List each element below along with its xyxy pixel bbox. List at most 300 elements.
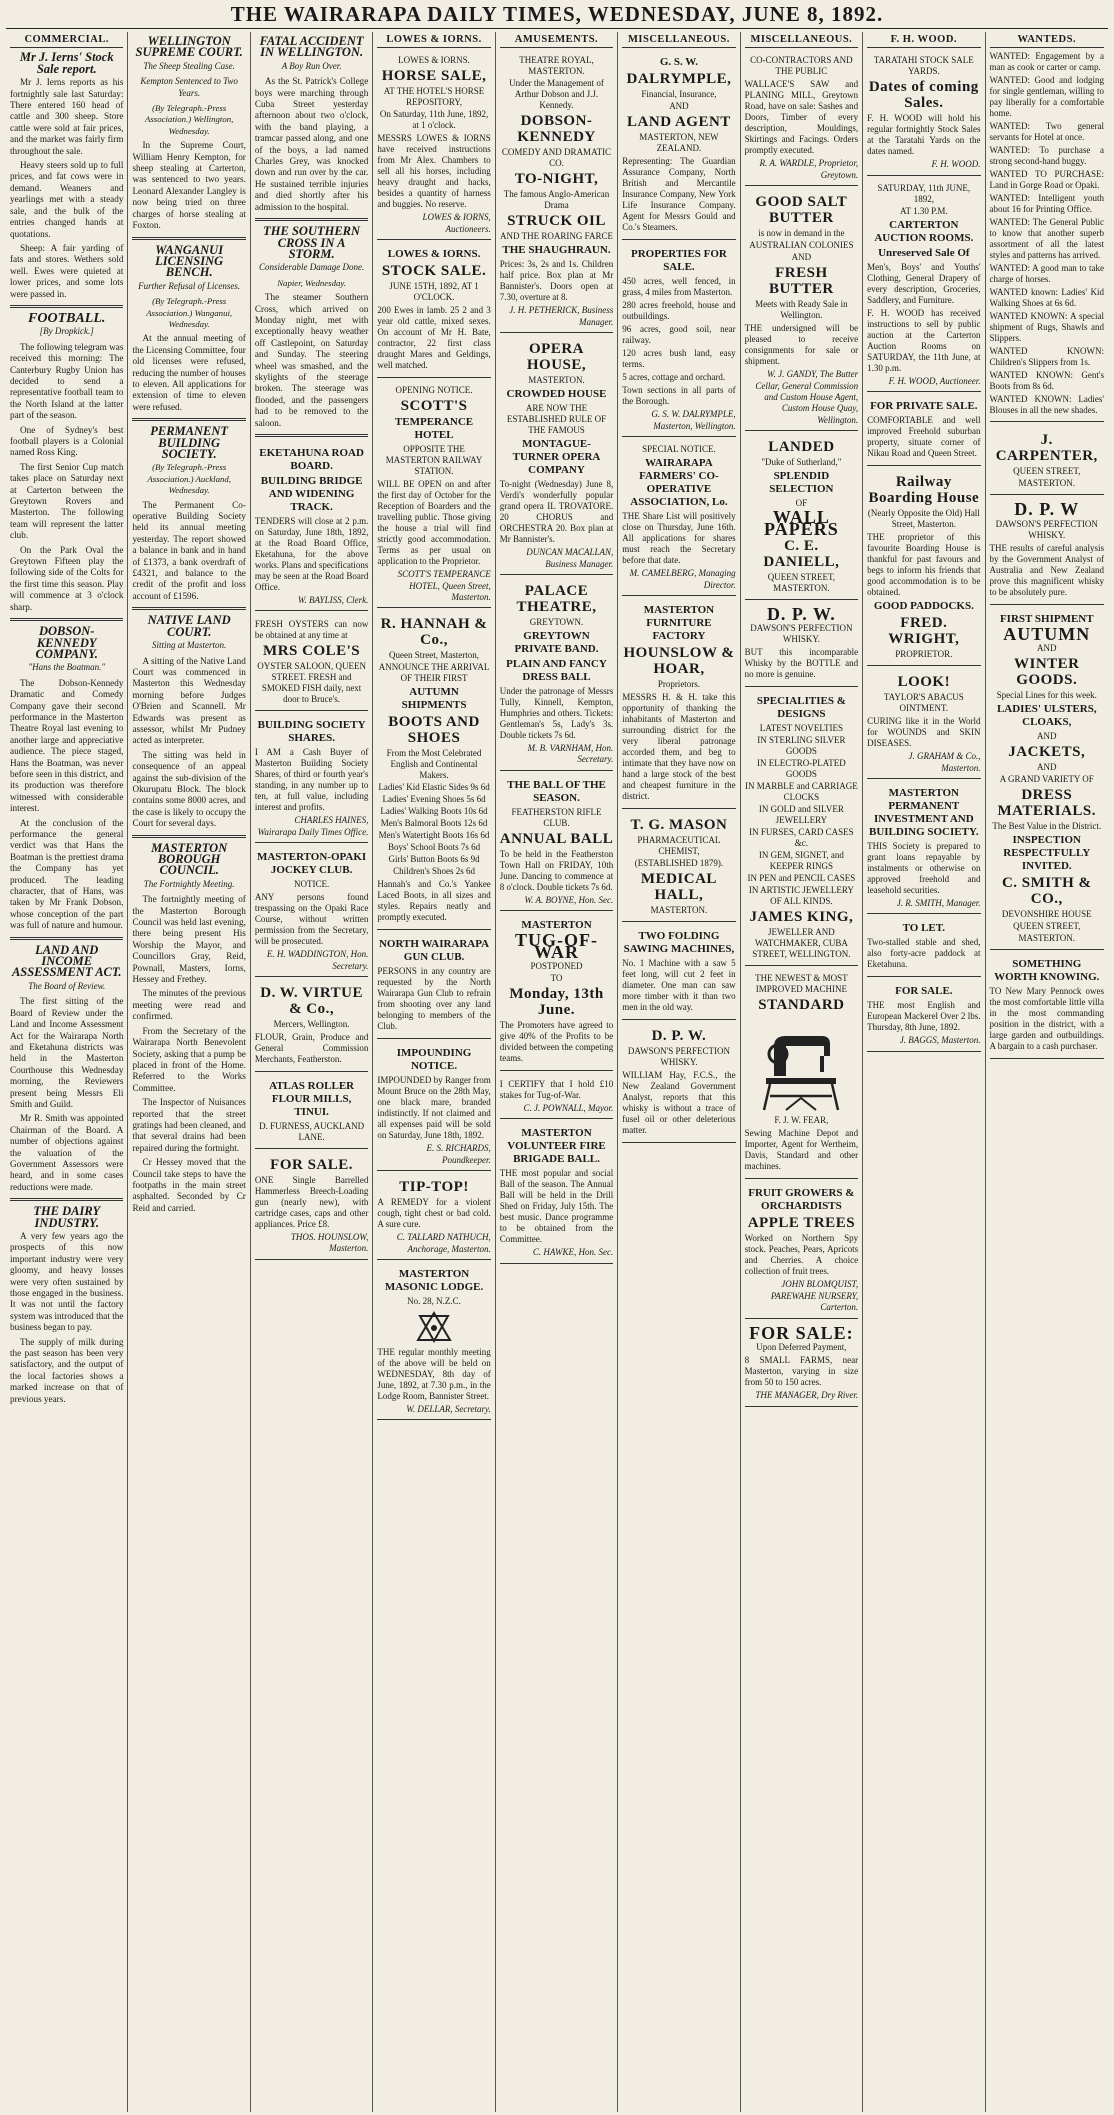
jewellery-line: IN ARTISTIC JEWELLERY OF ALL KINDS. [748, 885, 854, 907]
ad-heading: BUILDING BRIDGE AND WIDENING TRACK. [260, 475, 363, 513]
ad-stock-yards [867, 51, 980, 175]
wanted-item: WANTED known: Ladies' Kid Walking Shoes at 6s 6d. [989, 287, 1104, 309]
ad-signature: W. A. BOYNE, Hon. Sec. [524, 894, 614, 905]
ad-heading: D. P. W [1014, 499, 1080, 520]
column-3 [251, 32, 373, 2112]
ad-line: Special Lines for this week. [996, 690, 1097, 701]
column-5 [496, 32, 618, 2112]
wanted-item: WANTED KNOWN: Gent's Boots from 8s 6d. [989, 370, 1104, 392]
wanted-item: WANTED KNOWN: Ladies' Blouses in all the new shades. [989, 394, 1104, 416]
ad-heading: G. S. W. [659, 56, 699, 69]
ad-signature: LOWES & IORNS, Auctioneers. [422, 212, 491, 234]
ad-line: SATURDAY, 11th JUNE, 1892, [877, 182, 971, 204]
ad-line: DAWSON'S PERFECTION WHISKY. [750, 623, 853, 645]
ad-line: POSTPONED [530, 961, 583, 972]
ad-heading: LOOK! [897, 674, 951, 691]
ad-heading: MASTERTON [521, 919, 592, 932]
ad-line: OF [795, 498, 808, 509]
ad-line: TAYLOR'S ABACUS OINTMENT. [883, 692, 964, 714]
ad-heading: MRS COLE'S [263, 643, 361, 660]
ad-heading: NORTH WAIRARAPA GUN CLUB. [378, 938, 490, 964]
ad-heading: WINTER GOODS. [1014, 656, 1080, 689]
ad-line: Meets with Ready Sale in Wellington. [755, 299, 848, 321]
dateline: (By Telegraph.-Press Association.) Wanganui, Wednesday. [146, 296, 233, 329]
ad-body: THE Share List will positively close on Thursday, June 16th. All applications for shares must reach the Secretary before that date. [622, 511, 736, 566]
ad-heading: AUTUMN SHIPMENTS [401, 686, 467, 712]
ad-line: PHARMACEUTICAL CHEMIST, [637, 835, 721, 857]
ad-road-board [255, 442, 368, 611]
ad-line: MASTERTON. [650, 905, 708, 916]
column-7 [741, 32, 863, 2112]
ad-body: THE regular monthly meeting of the above will be held on WEDNESDAY, 8th day of June, 1892, at 7.30 p.m., in the Lodge Room, Bannister Street. [377, 1347, 491, 1402]
ad-heading: MASTERTON MASONIC LODGE. [384, 1268, 484, 1294]
ad-body: Under the patronage of Messrs Tully, Kinnell, Kempton, Humphries and others. Tickets: Gentleman's 5s, Lady's 3s. Double tickets 7s 6d. [499, 686, 614, 741]
ad-line: JEWELLER AND WATCHMAKER, CUBA STREET, WELLINGTON. [752, 927, 851, 960]
section-head: WANTEDS. [990, 32, 1104, 48]
article-title: THE SOUTHERN CROSS IN A STORM. [263, 224, 361, 261]
article-subtitle: Sitting at Masterton. [152, 640, 227, 651]
ad-heading: ANNUAL BALL [499, 830, 614, 847]
divider [10, 1198, 123, 1201]
ad-body: TO New Mary Pennock owes the most comfortable little villa in the most commanding position in the district, with a large garden and outbuildings. A bargain to a cash purchaser. [989, 986, 1104, 1052]
ad-line: NOTICE. [293, 879, 330, 890]
ad-body: 200 Ewes in lamb. 25 2 and 3 year old cattle, mixed sexes. On account of Mr H. Bate, contractor, 22 first class draught Mares and Geldings, well matched. [377, 305, 491, 371]
ad-line: No. 28, N.Z.C. [407, 1296, 461, 1307]
ad-ointment [867, 669, 980, 779]
ad-line: TO [550, 973, 563, 984]
section-head: LOWES & IORNS. [377, 32, 490, 48]
article-title: WANGANUI LICENSING BENCH. [155, 242, 224, 280]
ad-heading: LOWES & IORNS. [387, 248, 481, 261]
ad-heading: OPERA HOUSE, [526, 341, 587, 374]
article-para: Mr J. Ierns reports as his fortnightly sale last Saturday: There entered 160 head of cattle and 300 sheep. Store cattle were sold at fair prices, and the market was fairly firm throughout the sale. [10, 77, 124, 156]
price-list-item: Girls' Button Boots 6s 9d [388, 854, 480, 865]
ad-worth-knowing [990, 953, 1104, 1059]
ad-oysters [255, 614, 368, 711]
wanted-item: WANTED: A good man to take charge of horses. [989, 263, 1104, 285]
ad-body: Prices: 3s, 2s and 1s. Children half price. Box plan at Mr Bannister's. Doors open at 7.30, overture at 8. [499, 259, 614, 303]
ad-line: Financial, Insurance, [641, 89, 717, 100]
ad-signature: J. H. PETHERICK, Business Manager. [509, 305, 614, 327]
ad-heading: IMPOUNDING NOTICE. [396, 1047, 472, 1073]
divider [132, 835, 245, 838]
ad-line: THEATRE ROYAL, MASTERTON. [519, 55, 594, 77]
ad-line: DAWSON'S PERFECTION WHISKY. [627, 1046, 731, 1068]
price-list-item: Ladies' Walking Boots 10s 6d [380, 806, 488, 817]
ad-heading: PALACE THEATRE, [516, 583, 597, 616]
ad-heading: D. P. W. [651, 1028, 707, 1045]
ad-body: WILLIAM Hay, F.C.S., the New Zealand Government Analyst, reports that this whisky is without a trace of fusel oil or other deleterious matter. [622, 1070, 736, 1136]
ad-line: The famous Anglo-American Drama [503, 189, 610, 211]
ad-line: OPENING NOTICE. [395, 385, 473, 396]
ad-mackerel [867, 980, 980, 1051]
article-subtitle: "Hans the Boatman." [28, 662, 106, 673]
section-head: MISCELLANEOUS. [622, 32, 735, 48]
ad-heading: THE BALL OF THE SEASON. [507, 778, 606, 804]
ad-line: From the Most Celebrated English and Continental Makers. [386, 748, 482, 781]
wanted-item: WANTED: Engagement by a man as cook or carter or camp. [989, 51, 1104, 73]
ad-heading: C. SMITH & CO., [1001, 875, 1092, 908]
article-para: The sitting was held in consequence of an appeal against the sub-division of the Okurupatu Block. The block contains some 8000 acres, and the case is likely to occupy the Court for several days. [132, 749, 246, 829]
ad-furniture-factory [622, 599, 735, 809]
ad-impounding [377, 1042, 490, 1171]
ad-signature: E. H. WADDINGTON, Hon. Secretary. [266, 949, 369, 971]
ad-dpw-whisky [622, 1023, 735, 1143]
article-title: MASTERTON BOROUGH COUNCIL. [151, 840, 228, 878]
property-item: 450 acres, well fenced, in grass, 4 miles from Masterton. [622, 276, 736, 298]
ad-line: AND THE ROARING FARCE [500, 231, 613, 242]
ad-line: MASTERTON. [528, 375, 585, 386]
ad-auction-rooms [867, 179, 980, 392]
ad-heading: TUG-OF-WAR [514, 930, 598, 962]
ad-heading: PROPERTIES FOR SALE. [631, 248, 727, 274]
ad-line: QUEEN STREET, [1013, 466, 1081, 477]
ad-line: "Duke of Sutherland," [761, 457, 842, 468]
article-para: As the St. Patrick's College boys were marching through Cuba Street yesterday afternoon about two o'clock, with the band playing, a tramcar passed along, and one of the boys, a lad named Charles Grey, was knocked down and run over by the car. He sustained terrible injuries and died shortly after his admission to the hospital. [254, 76, 369, 212]
ad-tip-top [377, 1174, 490, 1260]
ad-body: THE results of careful analysis by the Government Analyst of Australia and New Zealand prove this magnificent whisky to be absolutely pure. [989, 542, 1104, 597]
section-head: MISCELLANEOUS. [745, 32, 858, 48]
ad-signature: J. BAGGS, Masterton. [899, 1035, 981, 1046]
article-title: WELLINGTON SUPREME COURT. [135, 34, 243, 60]
ad-heading: Railway Boarding House [868, 474, 980, 507]
ad-investment-society [867, 782, 980, 914]
ad-line: FEATHERSTON RIFLE CLUB. [511, 806, 602, 828]
ad-signature: E. S. RICHARDS, Poundkeeper. [426, 1143, 491, 1165]
ad-line: ARE NOW THE ESTABLISHED RULE OF THE FAMOUS [506, 403, 607, 436]
ad-heading: R. HANNAH & Co., [380, 616, 488, 649]
ad-signature: C. J. POWNALL, Mayor. [523, 1103, 614, 1114]
ad-heading: FRESH BUTTER [769, 265, 834, 298]
ad-line: The Best Value in the District. [992, 821, 1102, 832]
ad-sewing-machine [745, 969, 858, 1179]
ad-body: COMFORTABLE and well improved Freehold suburban property, situate corner of Nikau Road and Queen Street. [867, 415, 981, 459]
ad-building-shares [255, 714, 368, 843]
ad-stakes [500, 1074, 613, 1119]
ad-fire-brigade [500, 1122, 613, 1263]
ad-body: THIS Society is prepared to grant loans repayable by instalments or otherwise on approved freehold and leasehold securities. [867, 841, 981, 896]
article-title: Mr J. Ierns' Stock Sale report. [19, 50, 114, 76]
sewing-machine-icon [745, 1016, 858, 1112]
wanted-item: WANTED TO PURCHASE: Land in Gorge Road or Opaki. [989, 169, 1104, 191]
dateline: (By Telegraph.-Press Association.) Auckland, Wednesday. [147, 462, 231, 496]
ad-heading: SOMETHING WORTH KNOWING. [994, 958, 1100, 984]
article-para: Heavy steers sold up to full prices, and fat cows were in demand. Weaners and yearlings met with a steady sale, and the bulk of the entries changed hands at quotations. [10, 160, 124, 239]
ad-dpw-analyst [990, 498, 1104, 604]
article-para: Cr Hessey moved that the Council take steps to have the footpaths in the main street asphalted. Seconded by Cr Reid and carried. [132, 1157, 246, 1213]
article-para: Sheep: A fair yarding of fats and stores. Wethers sold well. Ewes were quieted at lower prices, and some lots were passed in. [10, 242, 124, 299]
ad-body: WILL BE OPEN on and after the first day of October for the Reception of Boarders and the travelling public. Those giving the house a trial will find strictly good accommodation. Terms as per usual on application to the Proprietor. [377, 479, 491, 567]
price-list-item: Ladies' Evening Shoes 5s 6d [382, 794, 486, 805]
ad-heading: SCOTT'S [400, 398, 468, 415]
ad-line: Queen Street, Masterton, [389, 650, 480, 661]
article-para: The Dobson-Kennedy Dramatic and Comedy Company gave their second performance in the Masterton Theatre Royal last evening to another large and appreciative audience. The piece staged, Hans the Boatman, was never before seen in this district, and its production was therefore witnessed with considerable interest. [10, 677, 124, 814]
ad-heading: TWO FOLDING SAWING MACHINES, [623, 930, 735, 956]
ad-palace-theatre [500, 578, 613, 771]
ad-signature: W. BAYLISS, Clerk. [297, 595, 369, 605]
ad-rifle-ball [500, 774, 613, 911]
ad-signature: J. GRAHAM & Co., Masterton. [908, 751, 981, 773]
ad-body: I CERTIFY that I hold £10 stakes for Tug-of-War. [499, 1079, 614, 1101]
ad-jockey-club [255, 846, 368, 977]
ad-line: THE NEWEST & MOST IMPROVED MACHINE [755, 973, 848, 995]
ad-gun-club [377, 933, 490, 1039]
ad-signature: M. CAMELBERG, Managing Director. [629, 568, 736, 590]
ad-hannah [377, 611, 490, 930]
ad-heading: WALL PAPERS [764, 507, 839, 539]
price-list-item: Children's Shoes 2s 6d [393, 866, 475, 877]
ad-signature: SCOTT'S TEMPERANCE HOTEL, Queen Street, Masterton. [397, 569, 491, 603]
jewellery-line: IN FURSES, CARD CASES &c. [749, 827, 854, 849]
ad-wall-papers [745, 434, 858, 600]
ad-heading: STOCK SALE. [381, 263, 487, 280]
divider [255, 218, 368, 221]
ad-body: F. H. WOOD will hold his regular fortnightly Stock Sales at the Taratahi Yards on the dates named. [867, 113, 981, 157]
ad-line: Mercers, Wellington. [273, 1019, 350, 1030]
ad-signature: F. H. WOOD, Auctioneer. [888, 375, 981, 386]
ad-tug-of-war [500, 914, 613, 1071]
ad-line: A GRAND VARIETY OF [999, 774, 1094, 785]
ad-properties [622, 243, 735, 437]
ad-signature: C. HAWKE, Hon. Sec. [532, 1247, 614, 1258]
ad-heading: JACKETS, [1008, 744, 1086, 761]
price-list-item: Men's Balmoral Boots 12s 6d [380, 818, 488, 829]
ad-heading: SPECIALITIES & DESIGNS [756, 695, 846, 721]
ad-heading: MASTERTON PERMANENT INVESTMENT AND BUILDING SOCIETY. [869, 787, 979, 839]
ad-line: GREYTOWN. [529, 617, 584, 628]
ad-heading: Unreserved Sale Of [878, 246, 970, 259]
price-list-item: Boys' School Boots 7s 6d [387, 842, 481, 853]
column-4 [373, 32, 495, 2112]
ad-scotts-hotel [377, 381, 490, 608]
ad-signature: G. S. W. DALRYMPLE, Masterton, Wellington. [651, 409, 736, 431]
ad-boarding-house [867, 469, 980, 666]
ad-heading: DOBSON-KENNEDY [517, 113, 596, 146]
ad-line: D. FURNESS, AUCKLAND LANE. [259, 1121, 365, 1143]
ad-jeweller [745, 690, 858, 966]
ad-private-sale [867, 395, 980, 466]
column-2 [128, 32, 250, 2112]
article-title: THE DAIRY INDUSTRY. [33, 1204, 101, 1230]
ad-saw-mill [745, 51, 858, 186]
ad-salt-butter [745, 189, 858, 431]
price-list-item: Men's Watertight Boots 16s 6d [378, 830, 490, 841]
ad-line: Proprietors. [657, 679, 701, 690]
ad-line: COMEDY AND DRAMATIC CO. [501, 147, 612, 169]
ad-heading: JAMES KING, [749, 909, 854, 926]
ad-body: PERSONS in any country are requested by the North Wairarapa Gun Club to refrain from shooting over any land belonging to members of the Club. [377, 966, 491, 1032]
ad-to-let [867, 917, 980, 977]
ad-line: AND [1037, 731, 1057, 742]
article-para: The Permanent Co-operative Building Society held its annual meeting yesterday. The report showed a balance in bank and in hand of £1373, a bank overdraft of £4321, and balance to the credit of the profit and loss account of £1596. [132, 499, 246, 601]
ad-line: On Saturday, 11th June, 1892, at 1 o'clock. [379, 109, 489, 131]
ad-line: MASTERTON, NEW ZEALAND. [639, 132, 719, 154]
ad-line: AUSTRALIAN COLONIES [749, 240, 854, 251]
ad-line: LOWES & IORNS. [398, 55, 470, 66]
ad-winter-goods [990, 608, 1104, 950]
section-head: COMMERCIAL. [10, 32, 123, 48]
ad-sawing-machines [622, 925, 735, 1020]
article-subtitle: A Boy Run Over. [281, 60, 342, 71]
ad-body: Worked on Northern Spy stock. Peaches, Pears, Apricots and Cherries. A choice collection of fruit trees. [744, 1233, 859, 1277]
jewellery-line: IN PEN and PENCIL CASES [747, 873, 856, 884]
ad-heading: CARTERTON AUCTION ROOMS. [874, 218, 974, 244]
ad-line: Under the Management of Arthur Dobson and J.J. Kennedy. [509, 78, 604, 111]
ad-dalrymple [622, 51, 735, 240]
ad-line: JUNE 15TH, 1892, AT 1 O'CLOCK. [389, 281, 479, 303]
ad-heading: FOR SALE. [270, 1157, 354, 1174]
ad-heading: GOOD SALT BUTTER [755, 194, 848, 227]
article-subtitle: The Board of Review. [28, 980, 106, 991]
column-6 [618, 32, 740, 2112]
ad-signature: M. B. VARNHAM, Hon. Secretary. [527, 743, 614, 765]
ad-line: (ESTABLISHED 1879). [634, 858, 724, 869]
ad-heading: LANDED [768, 439, 835, 456]
divider [255, 434, 368, 437]
ad-heading: D. W. VIRTUE & Co., [260, 985, 363, 1018]
column-9 [986, 32, 1108, 2112]
ad-heading: GOOD PADDOCKS. [873, 600, 974, 613]
ad-line: TARATAHI STOCK SALE YARDS. [873, 55, 974, 77]
wanted-item: WANTED: To purchase a strong second-hand buggy. [989, 145, 1104, 167]
wanted-item: WANTED KNOWN: Children's Slippers from 1s. [989, 346, 1104, 368]
section-head: F. H. WOOD. [867, 32, 980, 48]
ad-body: A REMEDY for a violent cough, tight chest or bad cold. A sure cure. [377, 1197, 491, 1230]
ad-line: DEVONSHIRE HOUSE [1001, 909, 1092, 920]
article-title: NATIVE LAND COURT. [147, 613, 231, 639]
article-subtitle: The Fortnightly Meeting. [143, 878, 235, 889]
property-item: Town sections in all parts of the Borough. [622, 385, 736, 407]
ad-body: CURING like it in the World for WOUNDS and SKIN DISEASES. [867, 716, 981, 749]
ad-line: (Nearly Opposite the Old) Hall Street, Masterton. [867, 508, 980, 530]
ad-line: is now in demand in the [758, 228, 845, 239]
article-para: In the Supreme Court, William Henry Kempton, for sheep stealing at Carterton, was sentenced to two years. Leonard Alexander Langley is now being tried on three charges of horse stealing at Foxton. [132, 140, 246, 231]
ad-body: Sewing Machine Depot and Importer, Agent for Wertheim, Davis, Standard and other machines. [744, 1128, 859, 1172]
ad-signature: W. DELLAR, Secretary. [406, 1404, 491, 1415]
ad-heading: FOR PRIVATE SALE. [870, 400, 978, 413]
ad-body: Representing: The Guardian Assurance Company, North British and Mercantile Insurance Company, New York Life Insurance Company. Agent for Messrs Gould and Co.'s Steamers. [622, 156, 736, 233]
article-para: At the conclusion of the performance the general verdict was that Hans the Boatman is the prettiest drama the Company has yet produced. The leading character, that of Hans, was taken by Mr Frank Dobson, whose conception of the part was full of nature and humour. [10, 817, 124, 931]
ad-heading: APPLE TREES [747, 1215, 856, 1232]
ad-heading: STRUCK OIL [507, 213, 606, 230]
ad-body: WALLACE'S SAW and PLANING MILL, Greytown Road, have on sale: Sashes and Doors, Timber of every description, Mouldings, Skirtings and Facings. Orders promptly executed. [744, 79, 859, 156]
article-para: The steamer Southern Cross, which arrived on Monday night, met with exceptionally heavy weather off Castlepoint, on Saturday and Sunday. The steering wheel was smashed, and the skylights of the steerage broken. The steerage was flooded, and the passengers had to be removed to the saloon. [254, 292, 369, 428]
ad-line: MASTERTON. [1018, 478, 1076, 489]
divider [990, 421, 1104, 422]
ad-signature: DUNCAN MACALLAN, Business Manager. [526, 547, 614, 569]
article-para: A sitting of the Native Land Court was commenced in Masterton this Wednesday morning before Judges O'Brien and Scannell. Mr Edwards was present as assessor, whilst Mr Pudney acted as interpreter. [132, 655, 246, 746]
dateline: Napier, Wednesday. [277, 277, 347, 288]
ad-heading: TEMPERANCE HOTEL [394, 416, 474, 442]
divider [10, 937, 123, 940]
ad-body: TENDERS will close at 2 p.m. on Saturday, June 18th, 1892, at the Road Board Office, Eketahuna, for the above works. Plans and specifications may be seen at the Road Board Office. [254, 516, 369, 592]
ad-heading: BOOTS AND SHOES [388, 714, 480, 747]
article-para: One of Sydney's best football players is a Colonial named Ross King. [10, 424, 124, 458]
wanted-item: WANTED: The General Public to know that another superb assortment of all the latest styles and patterns has arrived. [989, 217, 1104, 261]
ad-heading: Monday, 13th June. [509, 986, 604, 1019]
column-8 [863, 32, 985, 2112]
ad-line: F. J. W. FEAR, [774, 1115, 829, 1126]
columns [6, 32, 1108, 2112]
ad-line: AND [791, 252, 812, 263]
ad-heading: FRED. WRIGHT, [888, 615, 960, 648]
ad-heading: TO LET. [902, 922, 946, 935]
ad-gun-sale [255, 1152, 368, 1260]
ad-body: FLOUR, Grain, Produce and General Commission Merchants, Featherston. [254, 1032, 369, 1065]
ad-body: The Promoters have agreed to give 40% of the Profits to be divided between the competing teams. [499, 1020, 614, 1064]
ad-heading: D. P. W. [766, 604, 836, 625]
article-subtitle: The Sheep Stealing Case. [143, 60, 235, 71]
ad-body: To-night (Wednesday) June 8, Verdi's wonderfully popular grand opera IL TROVATORE. 20 CHORUS and ORCHESTRA 20. Box plan at Mr Bannister's. [499, 479, 614, 545]
ad-line: AT THE HOTEL'S HORSE REPOSITORY, [383, 86, 485, 108]
ad-body: Hannah's and Co.'s Yankee Laced Boots, in all sizes and styles. Repairs neatly and promptly executed. [377, 879, 491, 923]
ad-heading: T. G. MASON [630, 817, 728, 834]
ad-line: QUEEN STREET, [1013, 921, 1081, 932]
ad-line: AND [1037, 643, 1057, 654]
article-para: The following telegram was received this morning: The Canterbury Rugby Union has decided to send a representative football team to the North Island at the latter part of the season. [10, 341, 124, 421]
ad-line: AND [669, 101, 689, 112]
article-para: The supply of milk during the past season has been very satisfactory, and the output of the local factories shows a marked increase on that of previous years. [10, 1336, 124, 1404]
ad-line: Upon Deferred Payment, [756, 1342, 847, 1353]
ad-signature: R. A. WARDLE, Proprietor, Greytown. [759, 158, 859, 180]
ad-line: CO-CONTRACTORS AND THE PUBLIC [750, 55, 853, 77]
divider [132, 607, 245, 610]
ad-fruit-trees [745, 1182, 858, 1318]
property-item: 96 acres, good soil, near railway. [622, 324, 736, 346]
ad-heading: FRUIT GROWERS & ORCHARDISTS [748, 1187, 855, 1213]
ad-body: Men's, Boys' and Youths' Clothing, General Drapery of every description, Groceries, Saddlery, and Furniture. [867, 261, 981, 305]
ad-masonic-lodge [377, 1263, 490, 1420]
ad-heading: DRESS MATERIALS. [997, 787, 1097, 820]
ad-heading: WAIRARAPA FARMERS' CO-OPERATIVE ASSOCIATION, Lo. [630, 457, 728, 509]
ad-heading: INSPECTION RESPECTFULLY INVITED. [1003, 834, 1091, 873]
jewellery-line: LATEST NOVELTIES [759, 723, 843, 734]
ad-heading: Dates of coming Sales. [868, 79, 979, 112]
divider [10, 305, 123, 308]
ad-stock-sale [377, 243, 490, 378]
ad-heading: DALRYMPLE, [626, 71, 732, 88]
ad-opera-house [500, 336, 613, 575]
ad-line: OPPOSITE THE MASTERTON RAILWAY STATION. [385, 444, 483, 477]
article-para: At the annual meeting of the Licensing Committee, four old licenses were refused, reducing the number of houses to eleven. All applications for extension of time to eleven were refused. [132, 333, 246, 412]
wanted-item: WANTED KNOWN: A special shipment of Rugs, Shawls and Slippers. [989, 311, 1104, 344]
ad-heading: MONTAGUE-TURNER OPERA COMPANY [512, 438, 601, 477]
ad-flour-mills [255, 1075, 368, 1149]
ad-line: QUEEN STREET, MASTERTON. [767, 572, 836, 594]
ad-heading: FIRST SHIPMENT [999, 612, 1094, 625]
ad-heading: FOR SALE. [895, 985, 953, 998]
wanted-item: WANTED: Good and lodging for single gentleman, willing to pay liberally for a comfortable home. [989, 75, 1104, 119]
ad-heading: LAND AGENT [627, 114, 731, 131]
ad-heading: MASTERTON-OPAKI JOCKEY CLUB. [256, 851, 367, 877]
ad-heading: FOR SALE: [749, 1322, 854, 1343]
property-item: 280 acres freehold, house and outbuildings. [622, 300, 736, 322]
jewellery-line: IN GOLD and SILVER JEWELLERY [758, 804, 844, 826]
ad-signature: THOS. HOUNSLOW, Masterton. [290, 1232, 369, 1254]
article-title: PERMANENT BUILDING SOCIETY. [150, 424, 229, 461]
ad-body: To be held in the Featherston Town Hall on FRIDAY, 10th June. Dancing to commence at 8 o'clock. Double tickets 7s 6d. [499, 848, 614, 892]
ad-signature: JOHN BLOMQUIST, PAREWAHE NURSERY, Carterton. [770, 1279, 859, 1313]
ad-heading: BUILDING SOCIETY SHARES. [257, 719, 366, 745]
ad-body: FRESH OYSTERS can now be obtained at any time at [254, 619, 369, 641]
ad-body: ANY persons found trespassing on the Opaki Race Course, without written permission from the Secretary, will be prosecuted. [254, 892, 369, 947]
ad-line: PROPRIETOR. [895, 649, 953, 660]
ad-body: I AM a Cash Buyer of Masterton Building Society Shares, of third or fourth year's standing, in any number up to ten, at full value, including interest and profits. [254, 747, 369, 813]
ad-body: THE proprietor of this favourite Boarding House is thankful for past favours and begs to inform his friends that good accommodation is to be obtained. [867, 532, 981, 598]
ad-body: BUT this incomparable Whisky by the BOTTLE and no more is genuine. [744, 647, 859, 680]
ad-small-farms [745, 1322, 858, 1407]
ad-body: THE most popular and social Ball of the season. The Annual Ball will be held in the Drill Shed on Friday, July 15th. The best music. Dance programme to be obtained from the Committee. [499, 1168, 614, 1245]
